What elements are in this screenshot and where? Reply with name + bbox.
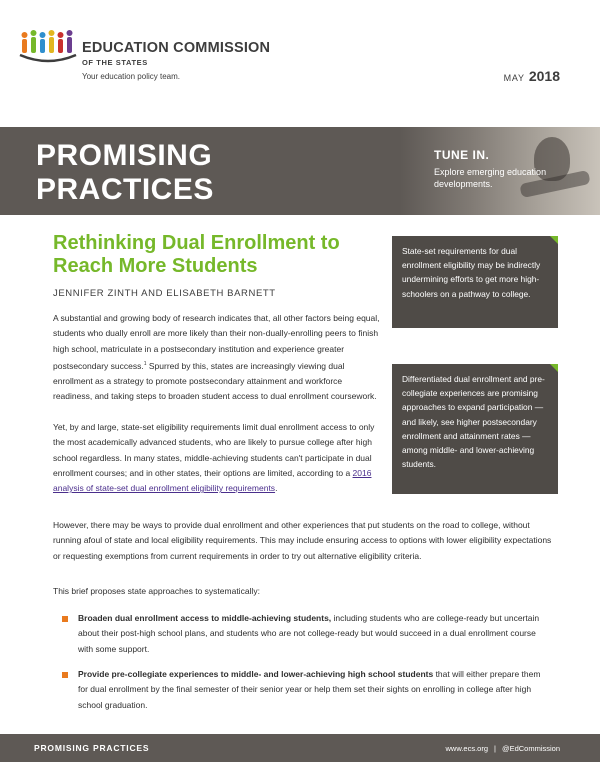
p2-text: Yet, by and large, state-set eligibility requirements limit dual enrollment access to only the most academically advanced students, who are likely to pursue college after high school regardless. In many states, middle-achieving students can't participate in dual enrollment courses; and in other states, their options are limited, according to a: [53, 422, 375, 478]
p2-end: .: [275, 483, 278, 494]
paragraph-2: [53, 420, 383, 496]
quote-corner-icon: [550, 236, 558, 244]
bullet-1-text: including students who are college-ready but uncertain about their post-high school plans, and students who are not college-ready but would succeed in a dual enrollment course with some support.: [78, 613, 540, 654]
sidebar-quote-1-text: State-set requirements for dual enrollment eligibility may be indirectly undermining efforts to get more high-schoolers on a pathway to college.: [402, 246, 541, 299]
paragraph-4: This brief proposes state approaches to systematically:: [53, 586, 260, 596]
bullet-item-1: [62, 611, 552, 657]
footer-title: PROMISING PRACTICES: [34, 743, 150, 753]
footnote-1: 1: [143, 360, 147, 367]
p1-rest: Spurred by this, states are increasingly viewing dual enrollment as a strategy to promote postsecondary attainment and workforce readiness, and taking steps to broaden student access to dual enrollment coursework.: [53, 360, 377, 402]
issue-date: [504, 68, 560, 84]
article-authors: JENNIFER ZINTH AND ELISABETH BARNETT: [53, 288, 276, 299]
sidebar-quote-2-text: Differentiated dual enrollment and pre-collegiate experiences are promising approaches to expand participation — and likely, see higher postsecondary enrollment and attainment rates — among middle- and lower-achieving students.: [402, 374, 545, 470]
bullet-2-text: that will either prepare them for dual enrollment by the final semester of their senior year or help them set their sights on enrolling in college after high school graduation.: [78, 669, 541, 710]
paragraph-3: However, there may be ways to provide dual enrollment and other experiences that put students on the road to college, without running afoul of state and local eligibility requirements. This may include ensuring access to options with lower eligibility expectations or requesting exemptions from current requirements in order to try out alternative eligibility criteria.: [53, 520, 552, 561]
footer-url[interactable]: www.ecs.org: [445, 744, 488, 753]
tune-in-title: TUNE IN.: [434, 148, 490, 162]
article-headline: Rethinking Dual Enrollment to Reach More Students: [53, 232, 340, 277]
bullet-square-icon: [62, 672, 68, 678]
banner-title-line1: PROMISING: [36, 139, 213, 172]
issue-month: MAY: [503, 73, 525, 83]
analysis-link[interactable]: 2016 analysis of state-set dual enrollment eligibility requirements: [53, 467, 372, 494]
bullet-1-bold: Broaden dual enrollment access to middle-achieving students,: [78, 613, 332, 623]
bullet-square-icon: [62, 616, 68, 622]
sidebar-quote-2: [392, 364, 558, 494]
footer-separator: |: [494, 744, 496, 753]
footer-links: [445, 744, 560, 753]
ecs-logo-icon: [18, 27, 78, 67]
bullet-item-2: [62, 667, 552, 713]
bullet-2-bold: Provide pre-collegiate experiences to middle- and lower-achieving high school students: [78, 669, 434, 679]
issue-year: 2018: [528, 68, 560, 84]
sidebar-quote-1: [392, 236, 558, 328]
tune-in-text: Explore emerging education developments.: [434, 167, 547, 189]
org-name: EDUCATION COMMISSION: [82, 40, 271, 56]
footer-handle[interactable]: @EdCommission: [501, 744, 560, 753]
tune-in-box: [434, 148, 564, 190]
banner-title: [36, 139, 214, 207]
banner-title-line2: PRACTICES: [36, 173, 214, 206]
footer: [0, 734, 600, 762]
p1-text: A substantial and growing body of research indicates that, all other factors being equal, students who dually enroll are more likely than their non-dually-enrolling peers to finish high school, matriculate in a postsecondary institution and experience greater postsecondary success.: [53, 313, 380, 371]
quote-corner-icon: [550, 364, 558, 372]
org-tagline: Your education policy team.: [82, 72, 180, 81]
org-subtitle: OF THE STATES: [82, 58, 148, 67]
paragraph-1: [53, 311, 383, 405]
